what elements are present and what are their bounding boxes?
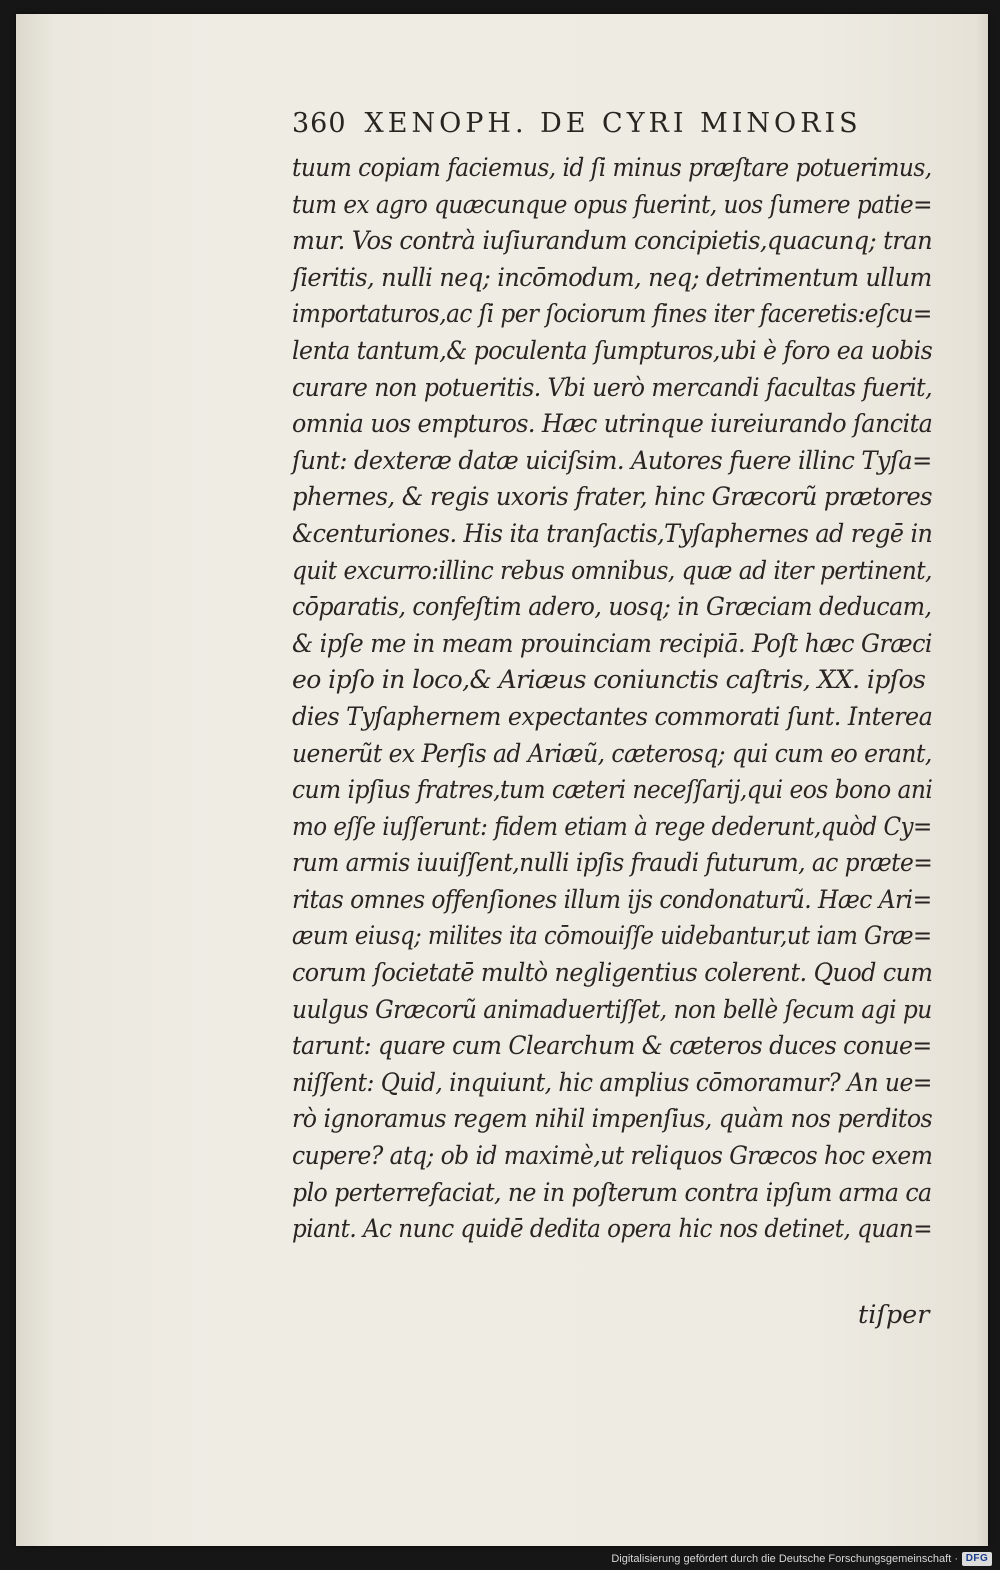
text-line: ritas omnes offenſiones illum ijs condonaturũ. Hæc Ari= — [292, 884, 932, 915]
footer-credit: Digitalisierung gefördert durch die Deutsche Forschungsgemeinschaft · — [611, 1553, 958, 1565]
text-line: uulgus Græcorũ animaduertiſſet, non bellè ſecum agi pu — [292, 994, 932, 1025]
digitization-footer — [611, 1550, 992, 1568]
text-line: ſieritis, nulli neq; incōmodum, neq; detrimentum ullum — [292, 262, 932, 293]
text-line: rò ignoramus regem nihil impenſius, quàm nos perditos — [292, 1104, 933, 1135]
text-line: mur. Vos contrà iuſiurandum concipietis,quacunq; tran — [292, 226, 933, 257]
page-number: 360 — [292, 108, 347, 139]
text-line: uenerũt ex Perſis ad Ariæũ, cæterosq; qui cum eo erant, — [292, 738, 932, 769]
text-line: niſſent: Quid, inquiunt, hic amplius cōmoramur? An ue= — [292, 1067, 932, 1098]
text-line: curare non potueritis. Vbi uerò mercandi facultas fuerit, — [292, 372, 932, 403]
text-line: piant. Ac nunc quidē dedita opera hic nos detinet, quan= — [292, 1214, 933, 1245]
text-line: cupere? atq; ob id maximè,ut reliquos Græcos hoc exem — [292, 1141, 933, 1172]
text-line: mo eſſe iuſſerunt: fidem etiam à rege dederunt,quòd Cy= — [292, 811, 932, 842]
running-title: XENOPH. DE CYRI MINORIS — [364, 108, 862, 139]
text-line: eo ipſo in loco,& Ariæus coniunctis caſtris, XX. ipſos — [292, 665, 926, 696]
text-line: importaturos,ac ſi per ſociorum fines iter faceretis:eſcu= — [292, 299, 932, 330]
text-line: cum ipſius fratres,tum cæteri neceſſarij,qui eos bono ani — [292, 775, 933, 806]
text-line: tum ex agro quæcunque opus fuerint, uos ſumere patie= — [292, 189, 933, 220]
catchword: tiſper — [858, 1300, 930, 1330]
text-line: ſunt: dexteræ datæ uiciſsim. Autores fuere illinc Tyſa= — [292, 445, 932, 476]
text-block — [292, 150, 942, 1248]
text-line: & ipſe me in meam prouinciam recipiā. Poſt hæc Græci — [292, 628, 932, 659]
text-line: quit excurro:illinc rebus omnibus, quæ ad iter pertinent, — [292, 555, 932, 586]
text-line: rum armis iuuiſſent,nulli ipſis fraudi futurum, ac præte= — [292, 848, 933, 879]
running-header — [292, 108, 912, 139]
text-line: corum ſocietatē multò negligentius colerent. Quod cum — [292, 958, 933, 989]
text-line: tuum copiam faciemus, id ſi minus præſtare potuerimus, — [292, 153, 932, 183]
text-line: phernes, & regis uxoris frater, hinc Græcorũ prætores — [292, 482, 932, 513]
text-line: plo perterrefaciat, ne in poſterum contra ipſum arma ca — [292, 1177, 932, 1208]
text-line: lenta tantum,& poculenta ſumpturos,ubi è foro ea uobis — [292, 335, 933, 366]
text-line: omnia uos empturos. Hæc utrinque iureiurando ſancita — [292, 409, 933, 440]
dfg-logo: DFG — [962, 1552, 992, 1566]
text-line: &centuriones. His ita tranſactis,Tyſaphernes ad regē in — [292, 518, 933, 549]
text-line: æum eiusq; milites ita cōmouiſſe uidebantur,ut iam Græ= — [292, 921, 932, 952]
text-line: dies Tyſaphernem expectantes commorati ſunt. Interea — [292, 701, 933, 732]
text-line: cōparatis, confeſtim adero, uosq; in Græciam deducam, — [292, 592, 932, 623]
text-line: tarunt: quare cum Clearchum & cæteros duces conue= — [292, 1031, 932, 1062]
